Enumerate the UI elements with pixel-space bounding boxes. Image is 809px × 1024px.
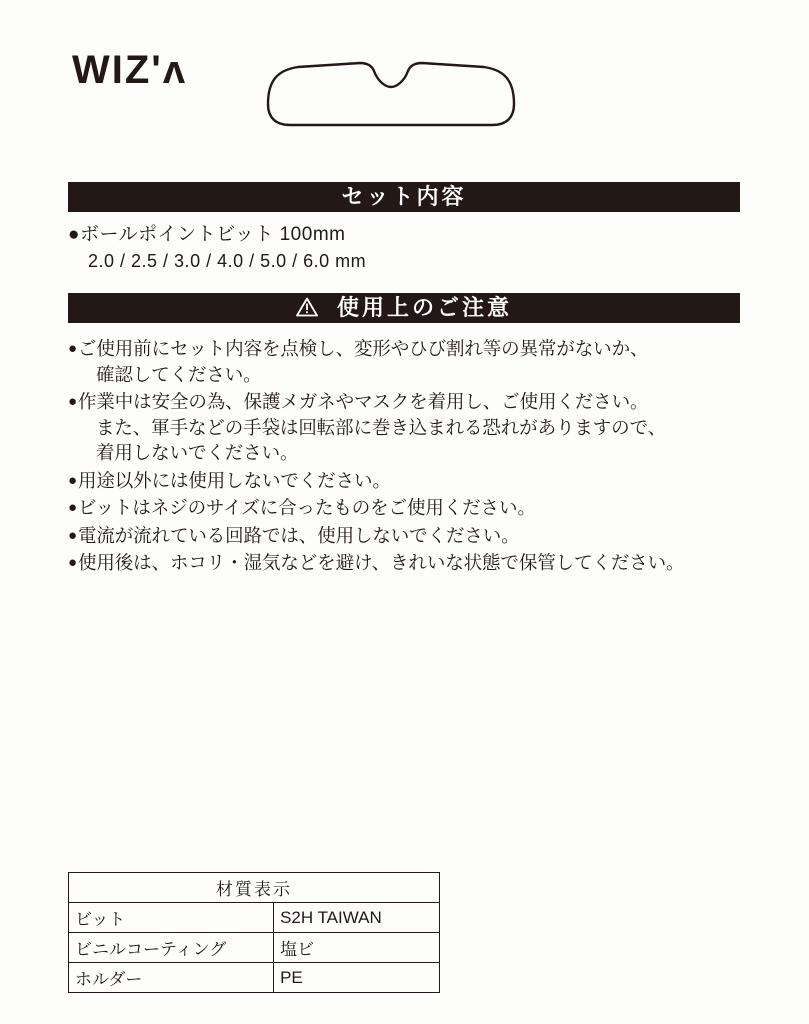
material-row-value: PE bbox=[274, 963, 440, 993]
table-row bbox=[69, 933, 440, 963]
bullet-icon: ● bbox=[68, 526, 77, 544]
caution-text bbox=[78, 550, 768, 576]
caution-text bbox=[78, 468, 768, 494]
table-row bbox=[69, 903, 440, 933]
set-contents-item-name: ●ボールポイントビット 100mm bbox=[68, 224, 346, 245]
warning-triangle-icon bbox=[296, 295, 318, 325]
material-row-label: ビット bbox=[69, 903, 274, 933]
caution-item bbox=[68, 389, 768, 466]
bullet-icon: ● bbox=[68, 340, 77, 357]
caution-text bbox=[78, 389, 768, 466]
caution-text bbox=[78, 495, 768, 521]
caution-line: 電流が流れている回路では、使用しないでください。 bbox=[77, 524, 520, 546]
material-table-title: 材質表示 bbox=[69, 873, 440, 903]
bullet-icon: ● bbox=[68, 471, 77, 489]
caution-line: また、軍手などの手袋は回転部に巻き込まれる恐れがありますので、 bbox=[95, 416, 667, 438]
material-row-label: ビニルコーティング bbox=[69, 933, 274, 963]
caution-item bbox=[68, 550, 768, 576]
cautions-heading-text: 使用上のご注意 bbox=[337, 295, 513, 320]
table-row bbox=[69, 873, 440, 903]
cautions-list bbox=[68, 336, 768, 578]
table-row bbox=[69, 963, 440, 993]
brand-logo: WIZ'ʌ bbox=[72, 48, 188, 92]
hanger-hole-outline bbox=[264, 60, 518, 128]
header bbox=[0, 26, 809, 116]
section-heading-cautions bbox=[68, 293, 740, 323]
material-row-value: 塩ビ bbox=[274, 933, 440, 963]
caution-item bbox=[68, 523, 768, 549]
caution-line: 確認してください。 bbox=[95, 363, 262, 385]
section-heading-set-contents: セット内容 bbox=[68, 182, 740, 212]
caution-line: 着用しないでください。 bbox=[95, 442, 299, 463]
caution-line: 作業中は安全の為、保護メガネやマスクを着用し、ご使用ください。 bbox=[77, 391, 649, 412]
set-contents-block bbox=[68, 222, 758, 274]
bullet-icon: ● bbox=[68, 393, 77, 410]
caution-line: ビットはネジのサイズに合ったものをご使用ください。 bbox=[77, 497, 536, 518]
caution-item bbox=[68, 468, 768, 494]
caution-item bbox=[68, 495, 768, 521]
caution-item bbox=[68, 336, 768, 387]
bullet-icon: ● bbox=[68, 554, 77, 571]
set-contents-sizes: 2.0 / 2.5 / 3.0 / 4.0 / 5.0 / 6.0 mm bbox=[88, 251, 367, 271]
caution-line: ご使用前にセット内容を点検し、変形やひび割れ等の異常がないか、 bbox=[77, 338, 649, 359]
caution-line: 用途以外には使用しないでください。 bbox=[77, 469, 391, 491]
material-row-value: S2H TAIWAN bbox=[274, 903, 440, 933]
material-table bbox=[68, 872, 440, 993]
caution-line: 使用後は、ホコリ・湿気などを避け、きれいな状態で保管してください。 bbox=[77, 552, 685, 573]
material-row-label: ホルダー bbox=[69, 963, 274, 993]
caution-text bbox=[78, 336, 768, 387]
bullet-icon: ● bbox=[68, 499, 77, 516]
caution-text bbox=[78, 523, 768, 549]
